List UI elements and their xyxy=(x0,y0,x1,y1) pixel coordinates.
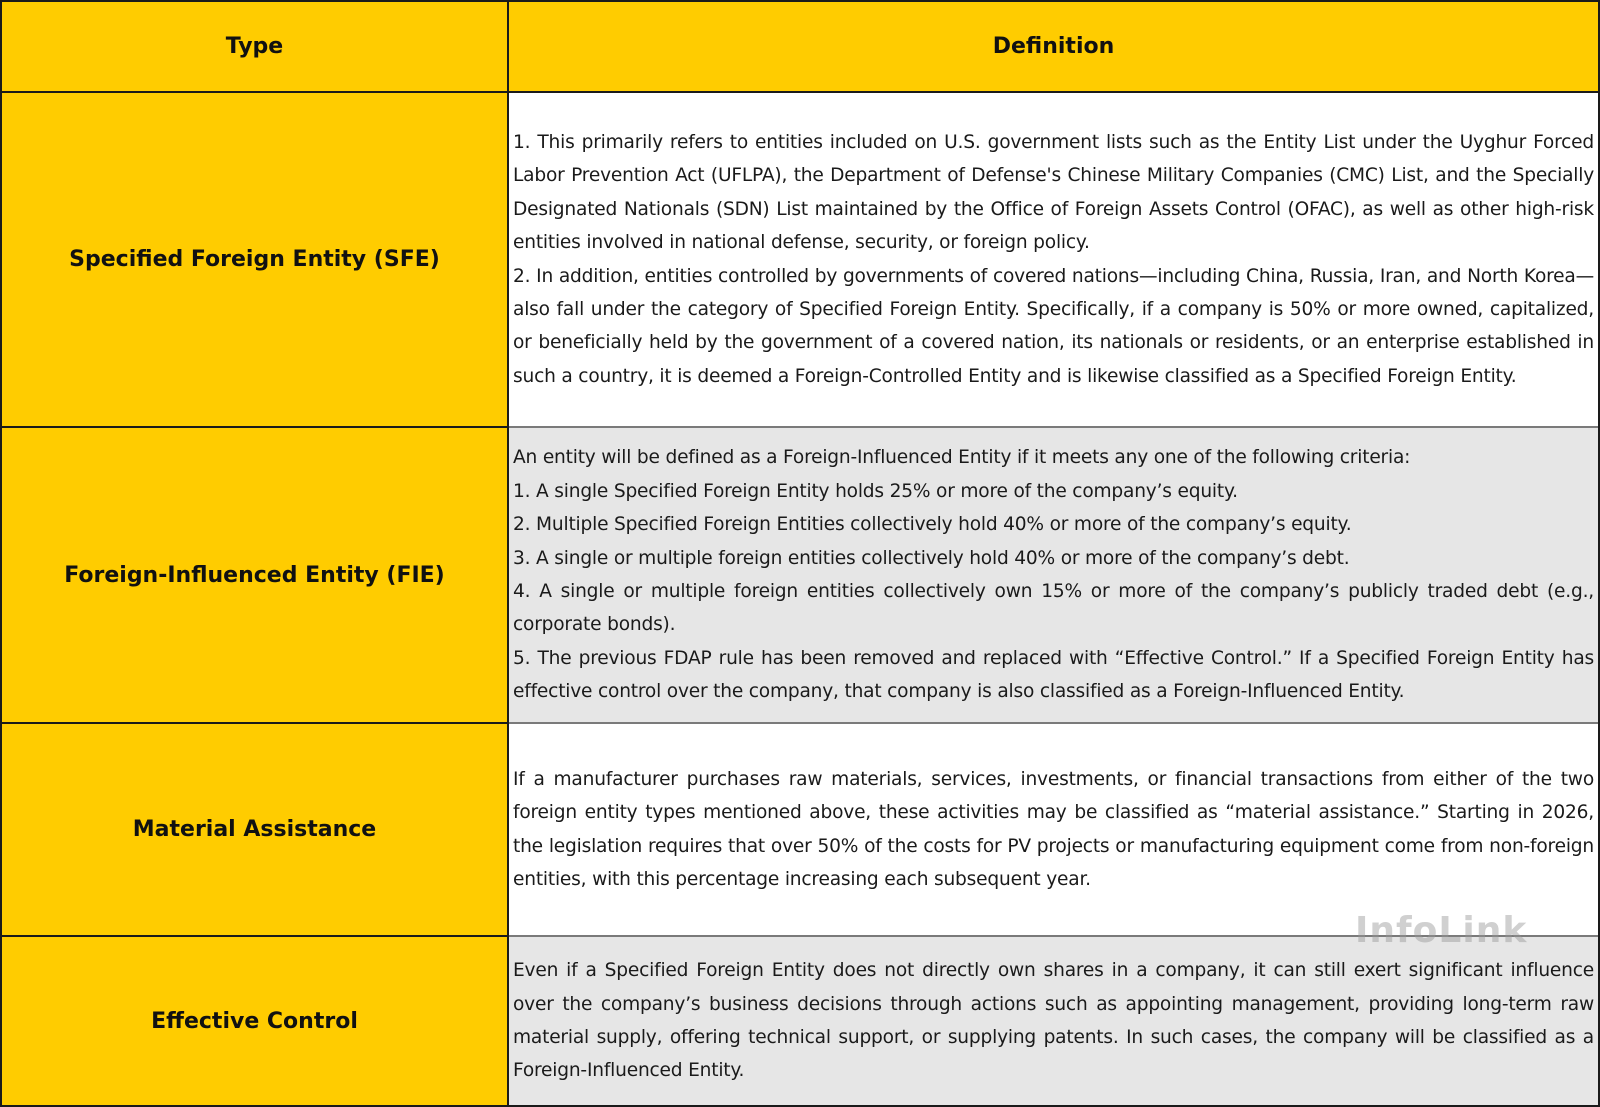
header-definition-label: Definition xyxy=(992,34,1115,59)
header-type xyxy=(2,2,509,93)
definition-paragraph: 3. A single or multiple foreign entities collectively hold 40% or more of the company’s debt. xyxy=(513,547,1350,569)
definition-paragraph: 1. A single Specified Foreign Entity holds 25% or more of the company’s equity. xyxy=(513,480,1238,502)
type-label: Material Assistance xyxy=(132,817,377,842)
infolink-watermark: InfoLink xyxy=(1355,910,1528,951)
type-cell-effective-control xyxy=(2,937,509,1105)
definition-paragraph: 1. This primarily refers to entities included on U.S. government lists such as the Entity List under the Uyghur Forced Labor Prevention Act (UFLPA), the Department of Defense's Chinese Military Companies (CMC) List, and the Specially Designated Nationals (SDN) List maintained by the Office of Foreign Assets Control (OFAC), as well as other high-risk entities involved in national defense, security, or foreign policy. xyxy=(513,131,1594,254)
definition-paragraph: If a manufacturer purchases raw materials, services, investments, or financial transactions from either of the two foreign entity types mentioned above, these activities may be classified as “material assistance.” Starting in 2026, the legislation requires that over 50% of the costs for PV projects or manufacturing equipment come from non-foreign entities, with this percentage increasing each subsequent year. xyxy=(513,768,1594,890)
definition-paragraph: An entity will be defined as a Foreign-Influenced Entity if it meets any one of the following criteria: xyxy=(513,447,1411,469)
definition-paragraph: 2. Multiple Specified Foreign Entities collectively hold 40% or more of the company’s equity. xyxy=(513,514,1352,536)
type-label: Foreign-Influenced Entity (FIE) xyxy=(64,562,445,588)
definition-cell-sfe xyxy=(509,93,1598,428)
definition-cell-effective-control xyxy=(509,937,1598,1105)
definition-paragraph: 5. The previous FDAP rule has been removed and replaced with “Effective Control.” If a Specified Foreign Entity has effective control over the company, that company is also classified as a Foreign-Influenced Entity. xyxy=(513,647,1594,703)
definition-paragraph: Even if a Specified Foreign Entity does not directly own shares in a company, it can still exert significant influence over the company’s business decisions through actions such as appointing management, providing long-term raw material supply, offering technical support, or supplying patents. In such cases, the company will be classified as a Foreign-Influenced Entity. xyxy=(513,960,1594,1082)
type-label: Specified Foreign Entity (SFE) xyxy=(69,247,440,272)
header-type-label: Type xyxy=(225,34,284,59)
type-cell-material-assistance xyxy=(2,724,509,937)
definition-cell-material-assistance xyxy=(509,724,1598,937)
definition-paragraph: 2. In addition, entities controlled by governments of covered nations—including China, Russia, Iran, and North Korea—also fall under the category of Specified Foreign Entity. Specifically, if a company is 50% or more owned, capitalized, or beneficially held by the government of a covered nation, its nationals or residents, or an enterprise established in such a country, it is deemed a Foreign-Controlled Entity and is likewise classified as a Specified Foreign Entity. xyxy=(513,265,1594,387)
type-label: Effective Control xyxy=(151,1008,358,1034)
type-cell-fie xyxy=(2,428,509,724)
definition-paragraph: 4. A single or multiple foreign entities collectively own 15% or more of the company’s publicly traded debt (e.g., corporate bonds). xyxy=(513,581,1594,636)
definition-cell-fie xyxy=(509,428,1598,724)
header-definition xyxy=(509,2,1598,93)
type-cell-sfe xyxy=(2,93,509,428)
